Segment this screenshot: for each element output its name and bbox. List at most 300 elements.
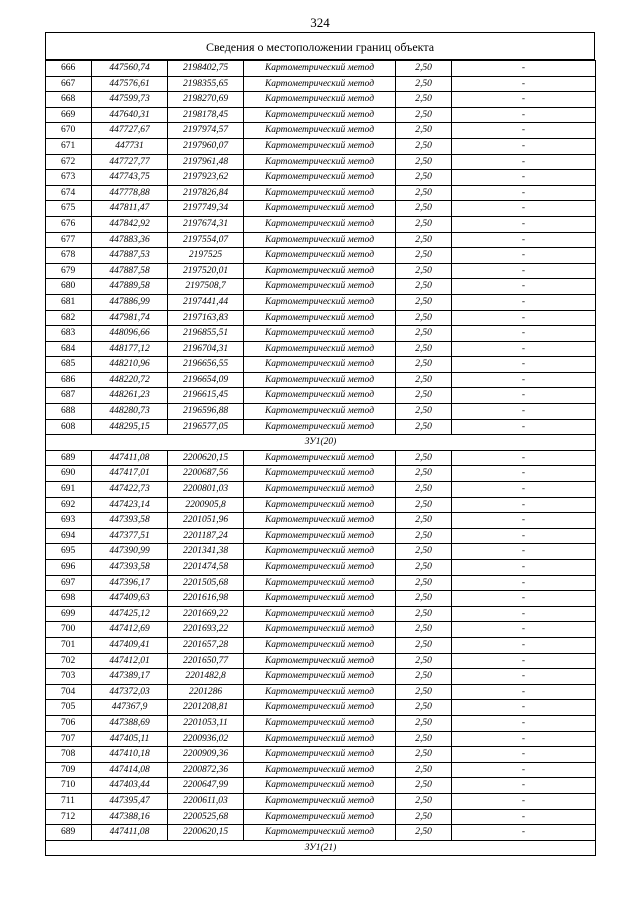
point-number-cell: 686 (46, 372, 92, 388)
accuracy-cell: 2,50 (396, 466, 452, 482)
section-label: ЗУ1(21) (46, 840, 596, 856)
accuracy-cell: 2,50 (396, 341, 452, 357)
note-cell: - (452, 544, 596, 560)
accuracy-cell: 2,50 (396, 700, 452, 716)
method-cell: Картометрический метод (244, 482, 396, 498)
x-coordinate-cell: 447425,12 (92, 606, 168, 622)
method-cell: Картометрический метод (244, 560, 396, 576)
point-number-cell: 707 (46, 731, 92, 747)
table-row (46, 310, 596, 326)
method-cell: Картометрический метод (244, 419, 396, 435)
note-cell: - (452, 482, 596, 498)
y-coordinate-cell: 2196615,45 (168, 388, 244, 404)
table-row (46, 700, 596, 716)
note-cell: - (452, 825, 596, 841)
x-coordinate-cell: 447388,69 (92, 715, 168, 731)
table-row (46, 123, 596, 139)
note-cell: - (452, 216, 596, 232)
note-cell: - (452, 700, 596, 716)
accuracy-cell: 2,50 (396, 778, 452, 794)
x-coordinate-cell: 447396,17 (92, 575, 168, 591)
table-row (46, 528, 596, 544)
x-coordinate-cell: 447727,67 (92, 123, 168, 139)
y-coordinate-cell: 2200620,15 (168, 450, 244, 466)
section-row (46, 435, 596, 451)
note-cell: - (452, 560, 596, 576)
note-cell: - (452, 232, 596, 248)
table-row (46, 591, 596, 607)
accuracy-cell: 2,50 (396, 793, 452, 809)
accuracy-cell: 2,50 (396, 809, 452, 825)
note-cell: - (452, 466, 596, 482)
y-coordinate-cell: 2197923,62 (168, 170, 244, 186)
point-number-cell: 668 (46, 92, 92, 108)
accuracy-cell: 2,50 (396, 263, 452, 279)
method-cell: Картометрический метод (244, 216, 396, 232)
accuracy-cell: 2,50 (396, 482, 452, 498)
note-cell: - (452, 653, 596, 669)
point-number-cell: 697 (46, 575, 92, 591)
method-cell: Картометрический метод (244, 513, 396, 529)
note-cell: - (452, 809, 596, 825)
point-number-cell: 711 (46, 793, 92, 809)
method-cell: Картометрический метод (244, 388, 396, 404)
accuracy-cell: 2,50 (396, 653, 452, 669)
x-coordinate-cell: 447388,16 (92, 809, 168, 825)
x-coordinate-cell: 447731 (92, 138, 168, 154)
method-cell: Картометрический метод (244, 591, 396, 607)
point-number-cell: 705 (46, 700, 92, 716)
x-coordinate-cell: 447599,73 (92, 92, 168, 108)
method-cell: Картометрический метод (244, 61, 396, 77)
x-coordinate-cell: 447422,73 (92, 482, 168, 498)
point-number-cell: 696 (46, 560, 92, 576)
point-number-cell: 671 (46, 138, 92, 154)
x-coordinate-cell: 447811,47 (92, 201, 168, 217)
y-coordinate-cell: 2201208,81 (168, 700, 244, 716)
point-number-cell: 692 (46, 497, 92, 513)
note-cell: - (452, 731, 596, 747)
y-coordinate-cell: 2197826,84 (168, 185, 244, 201)
table-row (46, 263, 596, 279)
method-cell: Картометрический метод (244, 154, 396, 170)
note-cell: - (452, 404, 596, 420)
point-number-cell: 708 (46, 747, 92, 763)
table-row (46, 138, 596, 154)
method-cell: Картометрический метод (244, 263, 396, 279)
note-cell: - (452, 622, 596, 638)
method-cell: Картометрический метод (244, 357, 396, 373)
accuracy-cell: 2,50 (396, 372, 452, 388)
point-number-cell: 676 (46, 216, 92, 232)
method-cell: Картометрический метод (244, 809, 396, 825)
note-cell: - (452, 263, 596, 279)
point-number-cell: 690 (46, 466, 92, 482)
note-cell: - (452, 326, 596, 342)
note-cell: - (452, 372, 596, 388)
table-row (46, 669, 596, 685)
x-coordinate-cell: 447576,61 (92, 76, 168, 92)
y-coordinate-cell: 2197525 (168, 248, 244, 264)
x-coordinate-cell: 447412,01 (92, 653, 168, 669)
accuracy-cell: 2,50 (396, 528, 452, 544)
y-coordinate-cell: 2200936,02 (168, 731, 244, 747)
x-coordinate-cell: 447560,74 (92, 61, 168, 77)
accuracy-cell: 2,50 (396, 310, 452, 326)
table-row (46, 279, 596, 295)
coordinates-table-body (46, 61, 596, 856)
y-coordinate-cell: 2200801,03 (168, 482, 244, 498)
method-cell: Картометрический метод (244, 92, 396, 108)
accuracy-cell: 2,50 (396, 232, 452, 248)
method-cell: Картометрический метод (244, 341, 396, 357)
y-coordinate-cell: 2196704,31 (168, 341, 244, 357)
point-number-cell: 682 (46, 310, 92, 326)
point-number-cell: 712 (46, 809, 92, 825)
note-cell: - (452, 357, 596, 373)
table-row (46, 715, 596, 731)
method-cell: Картометрический метод (244, 778, 396, 794)
method-cell: Картометрический метод (244, 825, 396, 841)
y-coordinate-cell: 2201187,24 (168, 528, 244, 544)
accuracy-cell: 2,50 (396, 606, 452, 622)
table-row (46, 778, 596, 794)
table-row (46, 341, 596, 357)
note-cell: - (452, 154, 596, 170)
y-coordinate-cell: 2201482,8 (168, 669, 244, 685)
x-coordinate-cell: 447889,58 (92, 279, 168, 295)
table-row (46, 232, 596, 248)
table-row (46, 544, 596, 560)
accuracy-cell: 2,50 (396, 279, 452, 295)
y-coordinate-cell: 2196656,55 (168, 357, 244, 373)
page-number: 324 (310, 15, 330, 30)
table-row (46, 653, 596, 669)
x-coordinate-cell: 447887,53 (92, 248, 168, 264)
boundary-table-frame (45, 32, 595, 856)
y-coordinate-cell: 2200909,36 (168, 747, 244, 763)
note-cell: - (452, 201, 596, 217)
method-cell: Картометрический метод (244, 466, 396, 482)
x-coordinate-cell: 448295,15 (92, 419, 168, 435)
y-coordinate-cell: 2198178,45 (168, 107, 244, 123)
y-coordinate-cell: 2201053,11 (168, 715, 244, 731)
y-coordinate-cell: 2201341,38 (168, 544, 244, 560)
accuracy-cell: 2,50 (396, 715, 452, 731)
accuracy-cell: 2,50 (396, 61, 452, 77)
y-coordinate-cell: 2197974,57 (168, 123, 244, 139)
accuracy-cell: 2,50 (396, 637, 452, 653)
accuracy-cell: 2,50 (396, 123, 452, 139)
note-cell: - (452, 606, 596, 622)
x-coordinate-cell: 447981,74 (92, 310, 168, 326)
accuracy-cell: 2,50 (396, 450, 452, 466)
x-coordinate-cell: 447410,18 (92, 747, 168, 763)
method-cell: Картометрический метод (244, 310, 396, 326)
point-number-cell: 674 (46, 185, 92, 201)
x-coordinate-cell: 447405,11 (92, 731, 168, 747)
table-row (46, 606, 596, 622)
note-cell: - (452, 513, 596, 529)
x-coordinate-cell: 447390,99 (92, 544, 168, 560)
table-row (46, 326, 596, 342)
x-coordinate-cell: 447411,08 (92, 450, 168, 466)
method-cell: Картометрический метод (244, 637, 396, 653)
y-coordinate-cell: 2201657,28 (168, 637, 244, 653)
table-row (46, 372, 596, 388)
point-number-cell: 666 (46, 61, 92, 77)
table-row (46, 809, 596, 825)
x-coordinate-cell: 447393,58 (92, 560, 168, 576)
table-row (46, 294, 596, 310)
method-cell: Картометрический метод (244, 123, 396, 139)
point-number-cell: 704 (46, 684, 92, 700)
y-coordinate-cell: 2200872,36 (168, 762, 244, 778)
x-coordinate-cell: 447389,17 (92, 669, 168, 685)
accuracy-cell: 2,50 (396, 622, 452, 638)
point-number-cell: 608 (46, 419, 92, 435)
x-coordinate-cell: 447409,41 (92, 637, 168, 653)
x-coordinate-cell: 447393,58 (92, 513, 168, 529)
y-coordinate-cell: 2201286 (168, 684, 244, 700)
note-cell: - (452, 388, 596, 404)
y-coordinate-cell: 2196596,88 (168, 404, 244, 420)
table-row (46, 248, 596, 264)
x-coordinate-cell: 447367,9 (92, 700, 168, 716)
table-row (46, 357, 596, 373)
method-cell: Картометрический метод (244, 232, 396, 248)
table-title: Сведения о местоположении границ объекта (45, 32, 595, 60)
y-coordinate-cell: 2201505,68 (168, 575, 244, 591)
point-number-cell: 689 (46, 825, 92, 841)
table-row (46, 825, 596, 841)
method-cell: Картометрический метод (244, 170, 396, 186)
note-cell: - (452, 170, 596, 186)
table-row (46, 497, 596, 513)
table-row (46, 762, 596, 778)
y-coordinate-cell: 2201669,22 (168, 606, 244, 622)
accuracy-cell: 2,50 (396, 92, 452, 108)
point-number-cell: 678 (46, 248, 92, 264)
y-coordinate-cell: 2196654,09 (168, 372, 244, 388)
point-number-cell: 701 (46, 637, 92, 653)
y-coordinate-cell: 2197961,48 (168, 154, 244, 170)
point-number-cell: 667 (46, 76, 92, 92)
accuracy-cell: 2,50 (396, 170, 452, 186)
table-row (46, 747, 596, 763)
method-cell: Картометрический метод (244, 731, 396, 747)
x-coordinate-cell: 447377,51 (92, 528, 168, 544)
point-number-cell: 670 (46, 123, 92, 139)
point-number-cell: 694 (46, 528, 92, 544)
y-coordinate-cell: 2201693,22 (168, 622, 244, 638)
accuracy-cell: 2,50 (396, 107, 452, 123)
table-row (46, 107, 596, 123)
y-coordinate-cell: 2197520,01 (168, 263, 244, 279)
table-row (46, 731, 596, 747)
accuracy-cell: 2,50 (396, 404, 452, 420)
point-number-cell: 669 (46, 107, 92, 123)
accuracy-cell: 2,50 (396, 388, 452, 404)
y-coordinate-cell: 2200620,15 (168, 825, 244, 841)
note-cell: - (452, 123, 596, 139)
point-number-cell: 699 (46, 606, 92, 622)
point-number-cell: 709 (46, 762, 92, 778)
point-number-cell: 684 (46, 341, 92, 357)
table-row (46, 637, 596, 653)
y-coordinate-cell: 2197960,07 (168, 138, 244, 154)
note-cell: - (452, 341, 596, 357)
note-cell: - (452, 138, 596, 154)
method-cell: Картометрический метод (244, 404, 396, 420)
note-cell: - (452, 294, 596, 310)
x-coordinate-cell: 448261,23 (92, 388, 168, 404)
note-cell: - (452, 762, 596, 778)
table-row (46, 216, 596, 232)
x-coordinate-cell: 447883,36 (92, 232, 168, 248)
y-coordinate-cell: 2196855,51 (168, 326, 244, 342)
accuracy-cell: 2,50 (396, 357, 452, 373)
method-cell: Картометрический метод (244, 653, 396, 669)
method-cell: Картометрический метод (244, 528, 396, 544)
method-cell: Картометрический метод (244, 279, 396, 295)
table-row (46, 154, 596, 170)
method-cell: Картометрический метод (244, 544, 396, 560)
y-coordinate-cell: 2200647,99 (168, 778, 244, 794)
x-coordinate-cell: 447727,77 (92, 154, 168, 170)
coordinates-table (45, 60, 596, 856)
point-number-cell: 710 (46, 778, 92, 794)
section-label: ЗУ1(20) (46, 435, 596, 451)
note-cell: - (452, 747, 596, 763)
x-coordinate-cell: 447417,01 (92, 466, 168, 482)
y-coordinate-cell: 2200611,03 (168, 793, 244, 809)
x-coordinate-cell: 447372,03 (92, 684, 168, 700)
accuracy-cell: 2,50 (396, 513, 452, 529)
point-number-cell: 675 (46, 201, 92, 217)
x-coordinate-cell: 447403,44 (92, 778, 168, 794)
y-coordinate-cell: 2198355,65 (168, 76, 244, 92)
accuracy-cell: 2,50 (396, 731, 452, 747)
accuracy-cell: 2,50 (396, 294, 452, 310)
note-cell: - (452, 528, 596, 544)
y-coordinate-cell: 2198402,75 (168, 61, 244, 77)
x-coordinate-cell: 447778,88 (92, 185, 168, 201)
table-row (46, 575, 596, 591)
note-cell: - (452, 76, 596, 92)
y-coordinate-cell: 2200525,68 (168, 809, 244, 825)
x-coordinate-cell: 448220,72 (92, 372, 168, 388)
x-coordinate-cell: 447395,47 (92, 793, 168, 809)
note-cell: - (452, 310, 596, 326)
note-cell: - (452, 497, 596, 513)
point-number-cell: 688 (46, 404, 92, 420)
accuracy-cell: 2,50 (396, 825, 452, 841)
x-coordinate-cell: 448177,12 (92, 341, 168, 357)
y-coordinate-cell: 2200905,8 (168, 497, 244, 513)
y-coordinate-cell: 2197674,31 (168, 216, 244, 232)
method-cell: Картометрический метод (244, 606, 396, 622)
table-row (46, 684, 596, 700)
x-coordinate-cell: 447640,31 (92, 107, 168, 123)
y-coordinate-cell: 2197441,44 (168, 294, 244, 310)
method-cell: Картометрический метод (244, 715, 396, 731)
point-number-cell: 698 (46, 591, 92, 607)
point-number-cell: 683 (46, 326, 92, 342)
point-number-cell: 703 (46, 669, 92, 685)
point-number-cell: 681 (46, 294, 92, 310)
table-row (46, 185, 596, 201)
accuracy-cell: 2,50 (396, 544, 452, 560)
y-coordinate-cell: 2201616,98 (168, 591, 244, 607)
table-row (46, 622, 596, 638)
note-cell: - (452, 61, 596, 77)
accuracy-cell: 2,50 (396, 591, 452, 607)
x-coordinate-cell: 447414,08 (92, 762, 168, 778)
point-number-cell: 706 (46, 715, 92, 731)
note-cell: - (452, 419, 596, 435)
method-cell: Картометрический метод (244, 669, 396, 685)
accuracy-cell: 2,50 (396, 154, 452, 170)
note-cell: - (452, 669, 596, 685)
accuracy-cell: 2,50 (396, 419, 452, 435)
note-cell: - (452, 793, 596, 809)
y-coordinate-cell: 2197508,7 (168, 279, 244, 295)
note-cell: - (452, 575, 596, 591)
point-number-cell: 677 (46, 232, 92, 248)
x-coordinate-cell: 447411,08 (92, 825, 168, 841)
x-coordinate-cell: 447743,75 (92, 170, 168, 186)
note-cell: - (452, 450, 596, 466)
x-coordinate-cell: 447887,58 (92, 263, 168, 279)
accuracy-cell: 2,50 (396, 216, 452, 232)
note-cell: - (452, 279, 596, 295)
x-coordinate-cell: 448280,73 (92, 404, 168, 420)
point-number-cell: 687 (46, 388, 92, 404)
point-number-cell: 673 (46, 170, 92, 186)
point-number-cell: 702 (46, 653, 92, 669)
accuracy-cell: 2,50 (396, 185, 452, 201)
table-row (46, 76, 596, 92)
method-cell: Картометрический метод (244, 294, 396, 310)
table-row (46, 513, 596, 529)
accuracy-cell: 2,50 (396, 326, 452, 342)
point-number-cell: 695 (46, 544, 92, 560)
method-cell: Картометрический метод (244, 700, 396, 716)
method-cell: Картометрический метод (244, 684, 396, 700)
method-cell: Картометрический метод (244, 450, 396, 466)
point-number-cell: 680 (46, 279, 92, 295)
accuracy-cell: 2,50 (396, 669, 452, 685)
x-coordinate-cell: 447842,92 (92, 216, 168, 232)
method-cell: Картометрический метод (244, 497, 396, 513)
accuracy-cell: 2,50 (396, 248, 452, 264)
x-coordinate-cell: 448096,66 (92, 326, 168, 342)
point-number-cell: 691 (46, 482, 92, 498)
method-cell: Картометрический метод (244, 76, 396, 92)
method-cell: Картометрический метод (244, 762, 396, 778)
accuracy-cell: 2,50 (396, 684, 452, 700)
method-cell: Картометрический метод (244, 793, 396, 809)
table-row (46, 170, 596, 186)
x-coordinate-cell: 447412,69 (92, 622, 168, 638)
y-coordinate-cell: 2201474,58 (168, 560, 244, 576)
y-coordinate-cell: 2197749,34 (168, 201, 244, 217)
accuracy-cell: 2,50 (396, 575, 452, 591)
accuracy-cell: 2,50 (396, 560, 452, 576)
note-cell: - (452, 185, 596, 201)
x-coordinate-cell: 447409,63 (92, 591, 168, 607)
